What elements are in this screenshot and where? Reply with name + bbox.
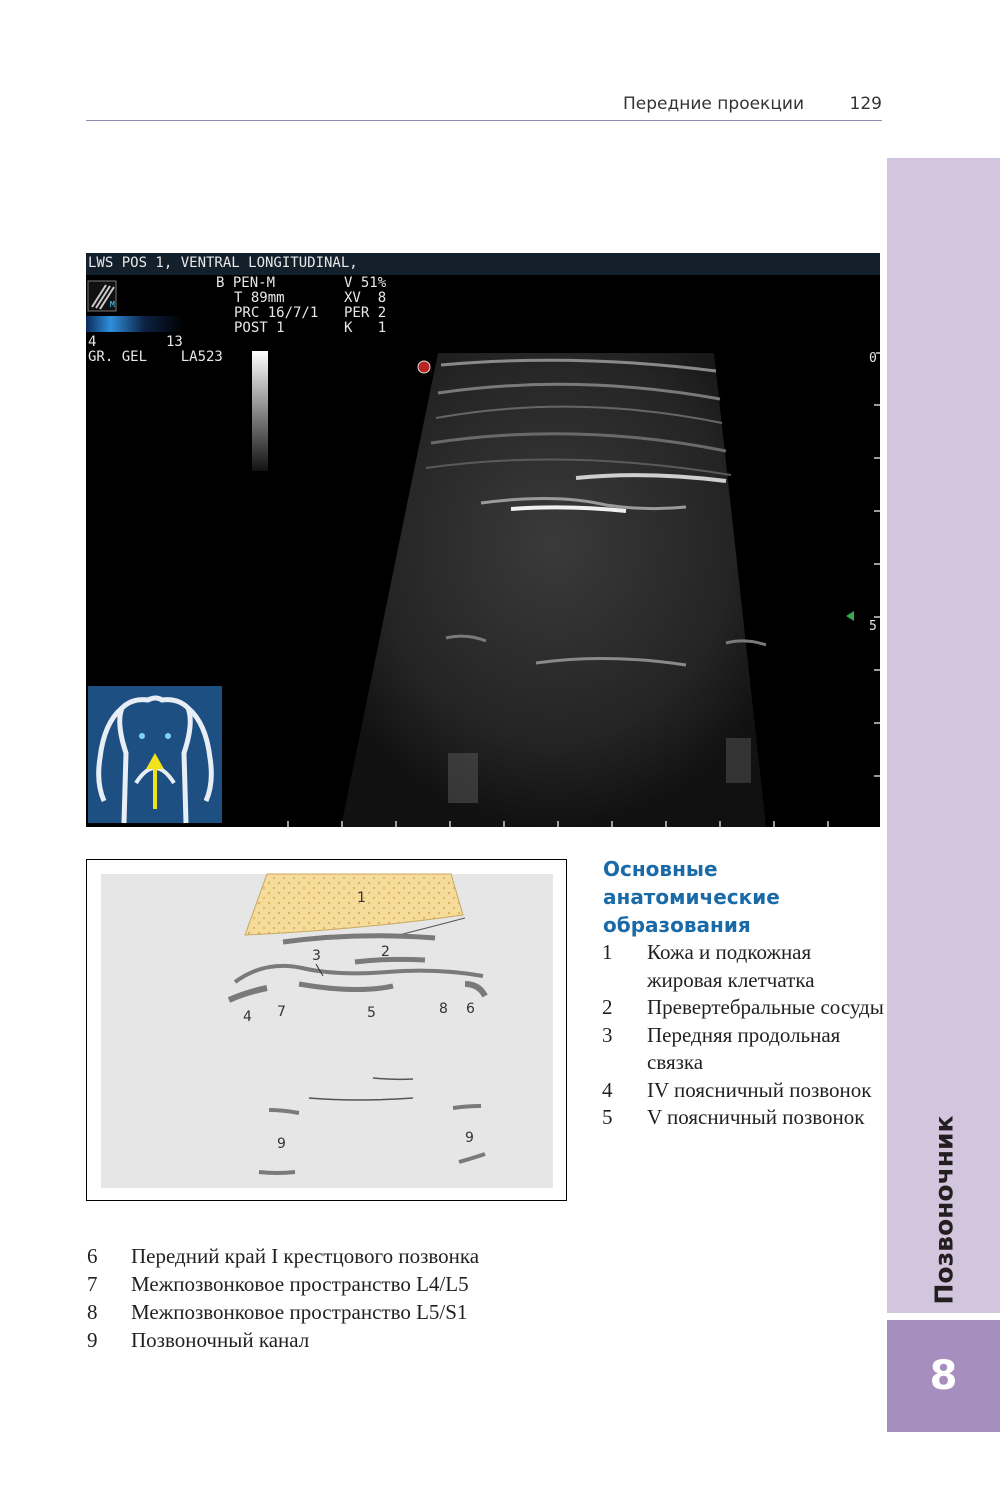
schema-label-6: 6 [466, 1001, 475, 1017]
legend-text: Превертебральные сосуды [647, 995, 884, 1019]
color-map-bar [86, 316, 184, 332]
running-header-title: Передние проекции [623, 94, 804, 114]
scan-sector [341, 353, 766, 827]
ultrasound-scan [86, 253, 880, 827]
ultrasound-image [86, 253, 880, 827]
legend-list [602, 939, 887, 1132]
legend-text: V поясничный позвонок [647, 1105, 865, 1129]
body-marker-icon [88, 686, 222, 823]
legend-item [602, 1104, 887, 1132]
chapter-title: Позвоночник [929, 1115, 958, 1305]
chapter-number-tab [887, 1320, 1000, 1432]
schema-label-1: 1 [357, 890, 366, 906]
spinal-canal-wall [453, 1106, 481, 1108]
schema-label-5: 5 [367, 1005, 376, 1021]
focus-depth-marker [846, 611, 854, 621]
legend-item [602, 994, 887, 1022]
legend-title: Основные анатомические образования [603, 857, 780, 937]
schema-label-7: 7 [277, 1004, 286, 1020]
probe-info: GR. GEL LA523 [88, 349, 223, 365]
schematic-figure [86, 859, 567, 1201]
legend-list-continued [87, 1242, 627, 1354]
legend-item [602, 1022, 887, 1077]
legend-number: 8 [87, 1300, 98, 1324]
legend-number: 2 [602, 995, 613, 1019]
depth-label-5: 5 [869, 619, 877, 634]
legend-text: Межпозвонковое пространство L5/S1 [131, 1300, 468, 1324]
legend-item [87, 1270, 627, 1298]
legend-text: Кожа и подкожная жировая клетчатка [647, 940, 815, 992]
param-left-2: T 89mm [234, 290, 285, 306]
depth-label-0: 0 [869, 351, 877, 366]
legend-number: 3 [602, 1022, 613, 1047]
spinal-canal-wall [259, 1172, 295, 1173]
legend-number: 4 [602, 1077, 613, 1102]
param-right-2: XV 8 [344, 290, 387, 306]
schema-label-9-right: 9 [465, 1130, 474, 1146]
legend-text: Межпозвонковое пространство L4/L5 [131, 1272, 469, 1296]
page-number: 129 [849, 94, 882, 114]
schema-label-9-left: 9 [277, 1136, 286, 1152]
prevertebral-vessel-lower [355, 959, 425, 962]
color-scale-min: 4 [88, 334, 97, 350]
legend-item [87, 1326, 627, 1354]
param-right-4: K 1 [344, 320, 387, 336]
grayscale-bar [252, 351, 268, 471]
legend-number: 7 [87, 1272, 98, 1296]
param-left-4: POST 1 [234, 320, 285, 336]
focus-marker-icon [418, 361, 430, 373]
schematic-drawing [87, 860, 568, 1202]
legend-item [602, 939, 887, 994]
chapter-number: 8 [929, 1353, 958, 1399]
running-header [86, 94, 882, 121]
schema-label-3: 3 [312, 948, 321, 964]
param-right-3: PER 2 [344, 305, 387, 321]
legend-text: Передний край I крестцового позвонка [131, 1244, 480, 1268]
legend-text: IV поясничный позвонок [647, 1077, 872, 1102]
schema-label-8: 8 [439, 1001, 448, 1017]
legend-item [87, 1298, 627, 1326]
param-left-1: B PEN-M [216, 275, 276, 291]
legend-number: 9 [87, 1328, 98, 1352]
legend-item [602, 1077, 887, 1105]
color-scale-max: 13 [166, 334, 183, 350]
legend-number: 6 [87, 1244, 98, 1268]
schema-label-4: 4 [243, 1009, 252, 1025]
legend-number: 1 [602, 940, 613, 964]
legend-text: Передняя продольная связка [647, 1022, 841, 1074]
param-left-3: PRC 16/7/1 [234, 305, 319, 321]
legend-item [87, 1242, 627, 1270]
param-right-1: V 51% [344, 275, 387, 291]
schema-label-2: 2 [381, 944, 390, 960]
legend-text: Позвоночный канал [131, 1328, 310, 1352]
depth-scale [874, 353, 880, 776]
probe-icon-label: M [110, 300, 115, 309]
legend-number: 5 [602, 1105, 613, 1129]
chapter-tab-label [887, 1110, 1000, 1310]
ultrasound-caption: LWS POS 1, VENTRAL LONGITUDINAL, [88, 255, 358, 271]
